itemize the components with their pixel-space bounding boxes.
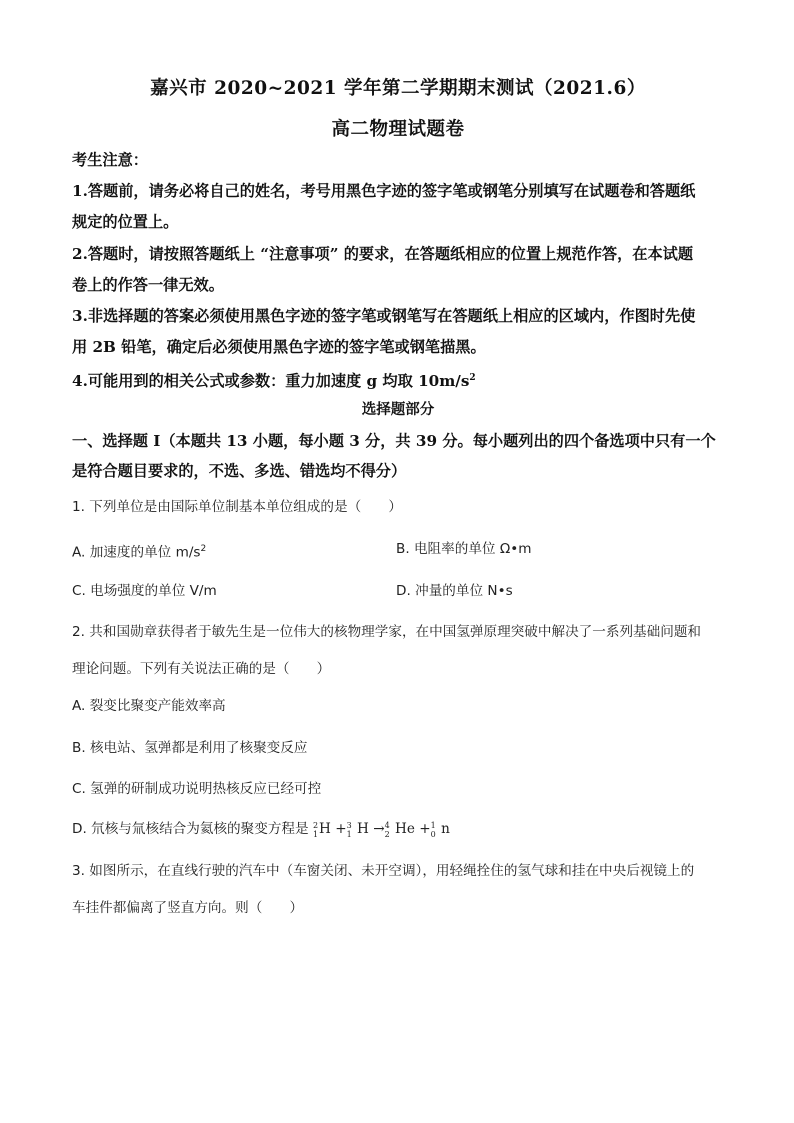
neutron-charge-number: 0 xyxy=(430,829,436,839)
exam-title: 嘉兴市 2020~2021 学年第二学期期末测试（2021.6） xyxy=(150,78,646,99)
q2-option-b: B. 核电站、氢弹都是利用了核聚变反应 xyxy=(72,740,308,756)
deuterium-numbers xyxy=(313,821,318,839)
neutron-symbol: n xyxy=(441,821,450,837)
q2-option-d xyxy=(72,819,450,839)
notice-line-2: 规定的位置上。 xyxy=(72,213,179,231)
plus-sign-2: + xyxy=(419,821,431,837)
section-intro-line-1: 一、选择题 I（本题共 13 小题，每小题 3 分，共 39 分。每小题列出的四个备选项中只有一个 xyxy=(72,432,716,450)
q3-stem-line-2: 车挂件都偏离了竖直方向。则（ ） xyxy=(72,900,304,916)
plus-sign-1: + xyxy=(335,821,347,837)
section-title: 选择题部分 xyxy=(361,401,435,418)
deuterium-symbol: H xyxy=(319,821,331,837)
unit-exponent: 2 xyxy=(469,373,476,383)
deuterium-mass-number: 2 xyxy=(312,820,319,830)
tritium-mass-number: 3 xyxy=(346,820,352,830)
q1-stem: 1. 下列单位是由国际单位制基本单位组成的是（ ） xyxy=(72,499,402,515)
tritium-numbers xyxy=(347,821,352,839)
notice-line-6: 用 2B 铅笔，确定后必须使用黑色字迹的签字笔或钢笔描黑。 xyxy=(72,338,486,356)
q2-option-c: C. 氢弹的研制成功说明热核反应已经可控 xyxy=(72,781,322,797)
notice-line-5: 3.非选择题的答案必须使用黑色字迹的签字笔或钢笔写在答题纸上相应的区域内，作图时先使 xyxy=(72,307,696,325)
notice-line-7-text: 4.可能用到的相关公式或参数：重力加速度 g 均取 10m/s xyxy=(72,372,470,391)
notice-line-4: 卷上的作答一律无效。 xyxy=(72,276,224,294)
q2-option-d-text: D. 氘核与氚核结合为氦核的聚变方程是 xyxy=(72,821,313,837)
notice-line-7 xyxy=(72,368,724,391)
deuterium-charge-number: 1 xyxy=(312,829,319,839)
tritium-symbol: H xyxy=(357,821,369,837)
reaction-arrow: → xyxy=(373,821,385,837)
notice-heading: 考生注意： xyxy=(72,151,148,169)
q3-stem-line-1: 3. 如图所示，在直线行驶的汽车中（车窗关闭、未开空调），用轻绳拴住的氢气球和挂在中央后视镜上的 xyxy=(72,863,695,879)
q2-stem-line-1: 2. 共和国勋章获得者于敏先生是一位伟大的核物理学家，在中国氢弹原理突破中解决了一系列基础问题和 xyxy=(72,624,702,640)
exam-subtitle: 高二物理试题卷 xyxy=(331,119,465,140)
neutron-mass-number: 1 xyxy=(430,820,436,830)
q1-option-a-text: A. 加速度的单位 m/s xyxy=(72,544,201,561)
helium-mass-number: 4 xyxy=(384,820,390,830)
notice-line-1: 1.答题前，请务必将自己的姓名，考号用黑色字迹的签字笔或钢笔分别填写在试题卷和答题纸 xyxy=(72,182,696,200)
q1-option-c: C. 电场强度的单位 V/m xyxy=(72,583,217,599)
helium-charge-number: 2 xyxy=(384,829,390,839)
section-intro-line-2: 是符合题目要求的，不选、多选、错选均不得分） xyxy=(72,462,407,480)
q1-option-a-exponent: 2 xyxy=(200,544,207,554)
helium-symbol: He xyxy=(395,821,415,837)
helium-numbers xyxy=(385,821,390,839)
q1-option-b: B. 电阻率的单位 Ω•m xyxy=(396,541,532,557)
notice-line-3: 2.答题时，请按照答题纸上 “注意事项” 的要求，在答题纸相应的位置上规范作答，在本试题 xyxy=(72,245,694,263)
q1-option-a xyxy=(72,539,206,563)
q2-stem-line-2: 理论问题。下列有关说法正确的是（ ） xyxy=(72,661,331,677)
q1-option-d: D. 冲量的单位 N•s xyxy=(396,583,513,599)
neutron-numbers xyxy=(431,821,436,839)
fusion-equation xyxy=(313,819,450,839)
q2-option-a: A. 裂变比聚变产能效率高 xyxy=(72,698,226,714)
tritium-charge-number: 1 xyxy=(346,829,352,839)
